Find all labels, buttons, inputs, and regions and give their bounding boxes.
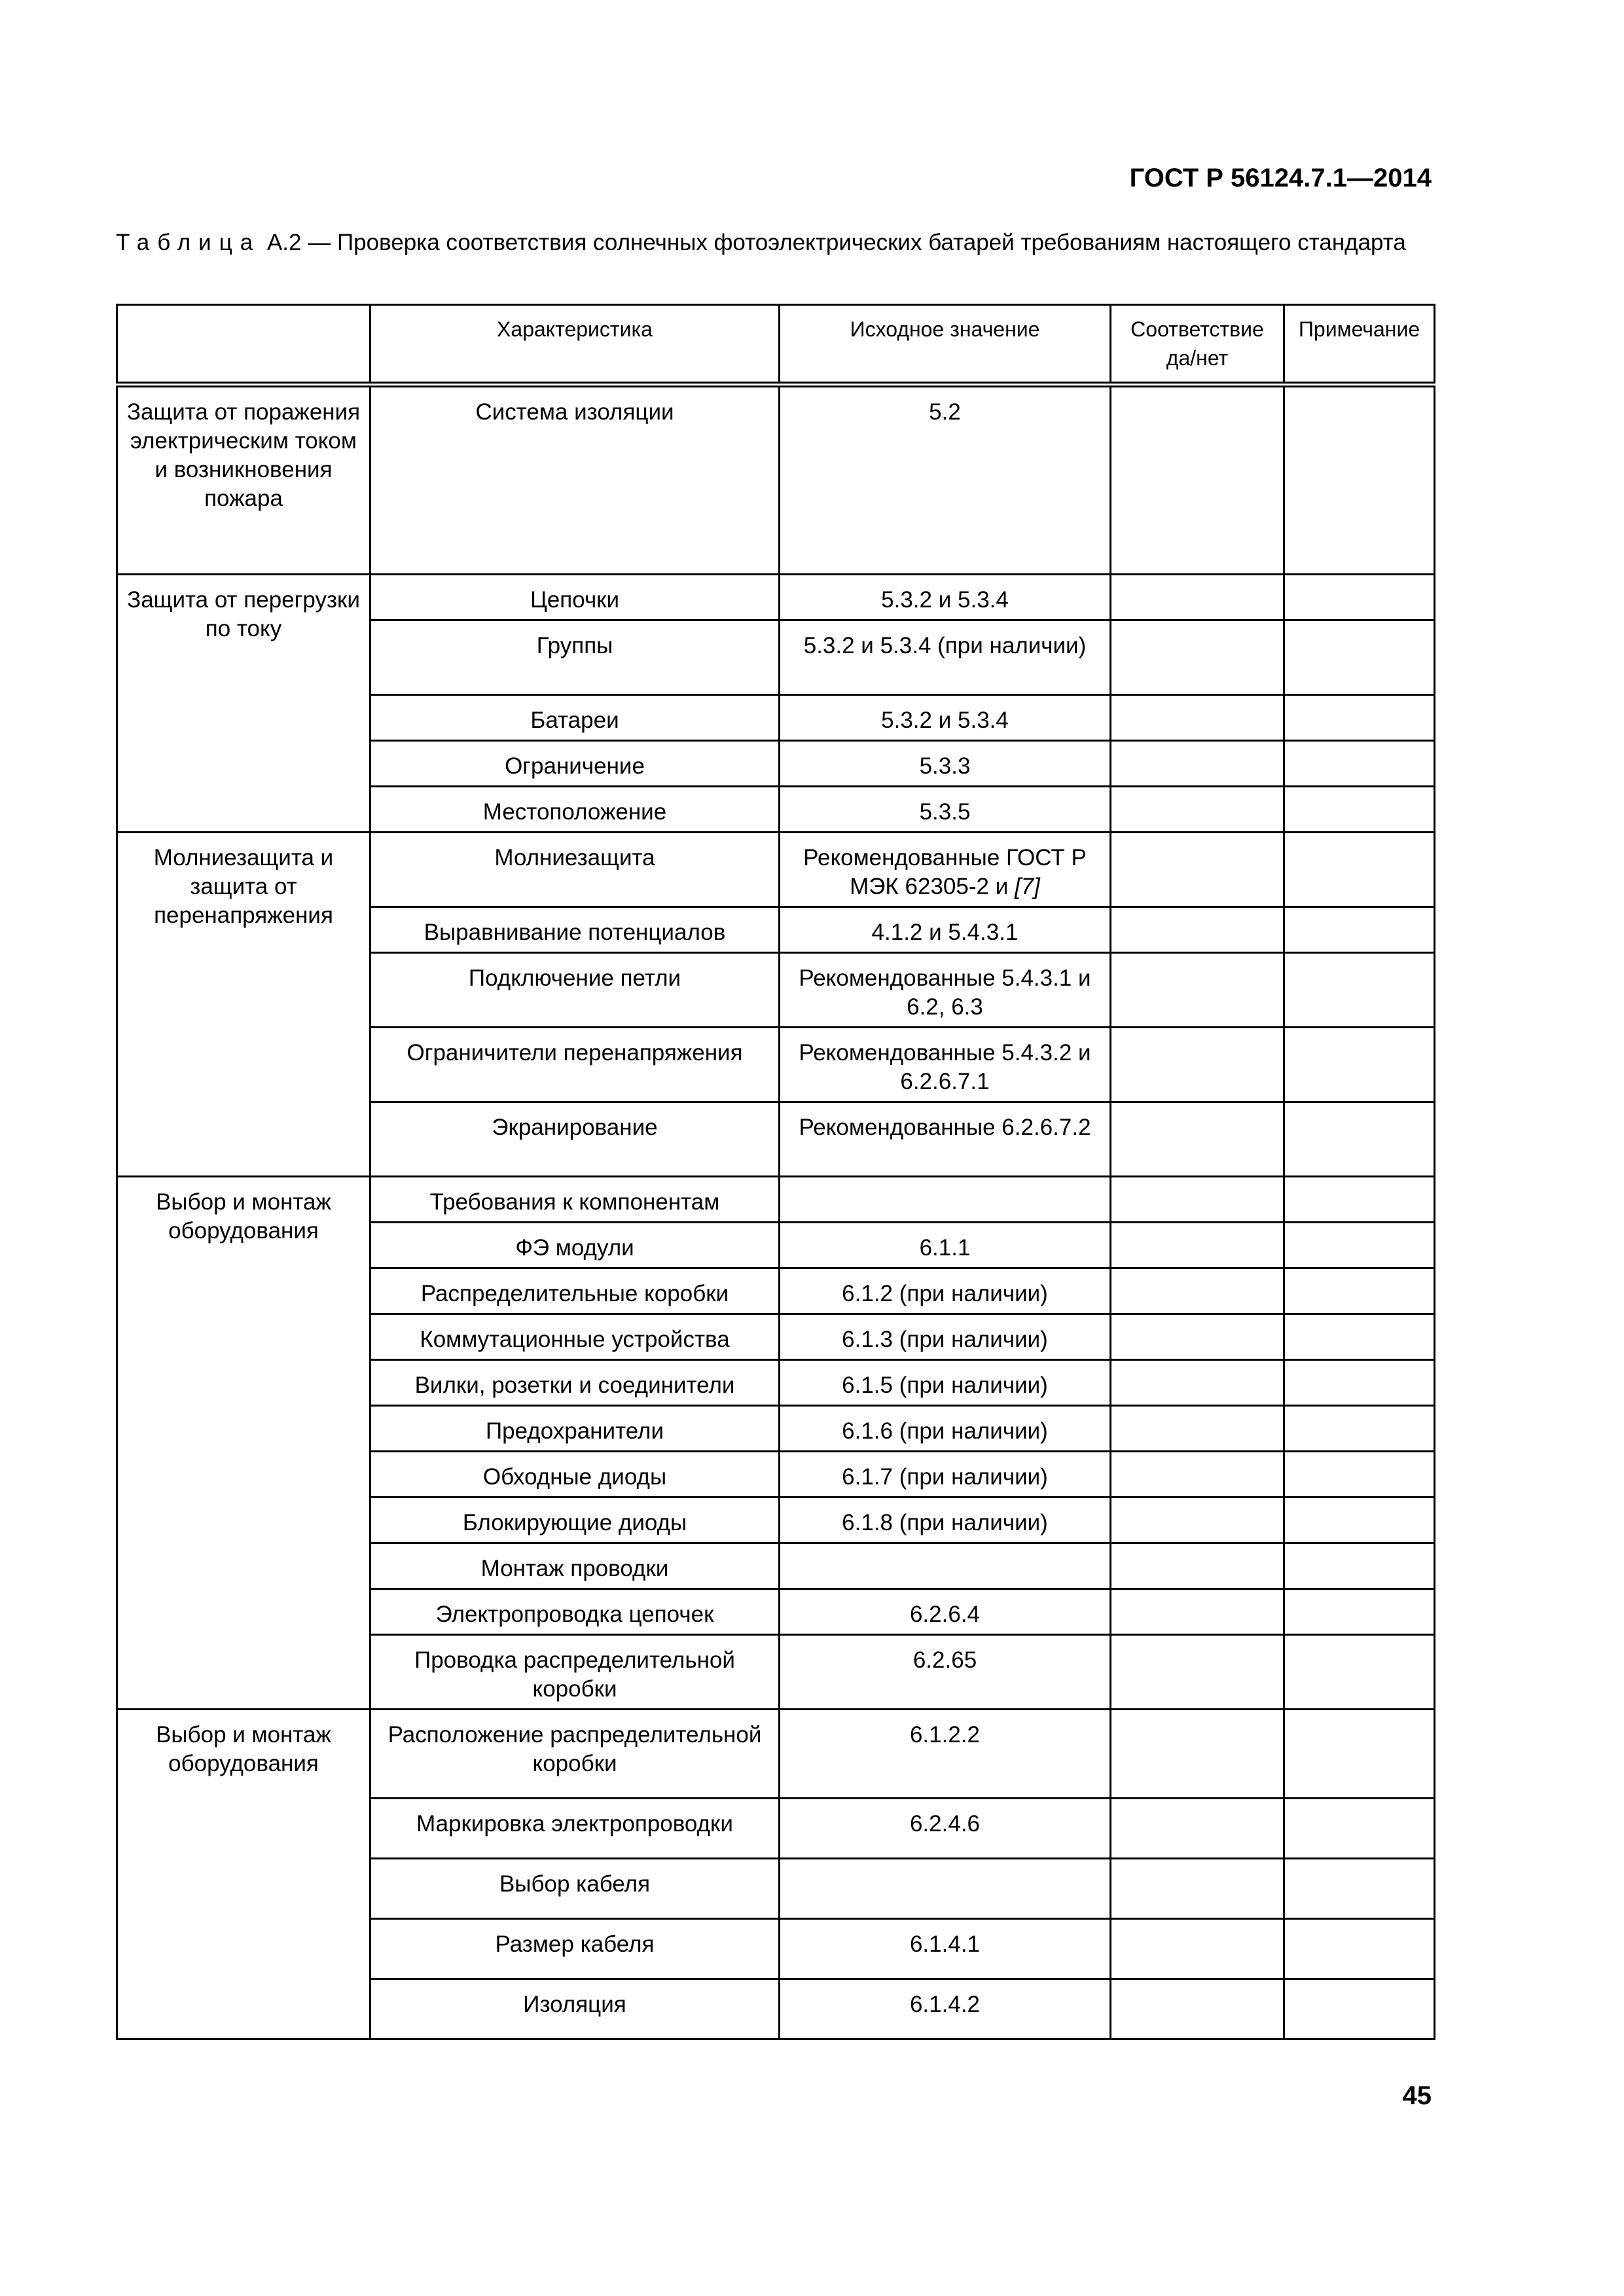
table-row bbox=[117, 1177, 1435, 1223]
initial-value-cell bbox=[780, 787, 1111, 833]
characteristic-cell: Экранирование bbox=[370, 1102, 780, 1177]
compliance-cell[interactable] bbox=[1111, 1223, 1284, 1268]
initial-value-cell bbox=[780, 1360, 1111, 1406]
characteristic-cell: Маркировка электропроводки bbox=[370, 1799, 780, 1859]
initial-value-text: 5.3.2 и 5.3.4 (при наличии) bbox=[803, 633, 1087, 658]
characteristic-cell: Требования к компонентам bbox=[370, 1177, 780, 1223]
header-characteristic: Характеристика bbox=[370, 305, 780, 385]
initial-value-cell bbox=[780, 1314, 1111, 1360]
note-cell[interactable] bbox=[1284, 695, 1435, 741]
reference-citation: [7] bbox=[1014, 874, 1040, 899]
compliance-cell[interactable] bbox=[1111, 1543, 1284, 1589]
compliance-cell[interactable] bbox=[1111, 1452, 1284, 1498]
compliance-cell[interactable] bbox=[1111, 385, 1284, 575]
note-cell[interactable] bbox=[1284, 620, 1435, 695]
note-cell[interactable] bbox=[1284, 1799, 1435, 1859]
compliance-cell[interactable] bbox=[1111, 833, 1284, 907]
note-cell[interactable] bbox=[1284, 1710, 1435, 1799]
group-label-cell: Выбор и монтаж оборудования bbox=[117, 1177, 370, 1710]
initial-value-cell bbox=[780, 953, 1111, 1028]
header-note: Примечание bbox=[1284, 305, 1435, 385]
compliance-cell[interactable] bbox=[1111, 741, 1284, 787]
table-caption-text: А.2 — Проверка соответствия солнечных фотоэлектрических батарей требованиям настоящего стандарта bbox=[261, 230, 1406, 255]
note-cell[interactable] bbox=[1284, 741, 1435, 787]
note-cell[interactable] bbox=[1284, 1028, 1435, 1102]
characteristic-cell: Молниезащита bbox=[370, 833, 780, 907]
initial-value-cell bbox=[780, 575, 1111, 620]
compliance-cell[interactable] bbox=[1111, 1635, 1284, 1710]
characteristic-cell: Ограничители перенапряжения bbox=[370, 1028, 780, 1102]
compliance-cell[interactable] bbox=[1111, 1498, 1284, 1543]
initial-value-cell bbox=[780, 1710, 1111, 1799]
initial-value-cell bbox=[780, 907, 1111, 953]
compliance-cell[interactable] bbox=[1111, 1589, 1284, 1635]
characteristic-cell: Предохранители bbox=[370, 1406, 780, 1452]
compliance-cell[interactable] bbox=[1111, 1406, 1284, 1452]
page-number: 45 bbox=[1402, 2081, 1432, 2110]
table-row bbox=[117, 1710, 1435, 1799]
initial-value-text: 6.2.4.6 bbox=[909, 1811, 981, 1837]
note-cell[interactable] bbox=[1284, 787, 1435, 833]
characteristic-cell: Распределительные коробки bbox=[370, 1268, 780, 1314]
compliance-cell[interactable] bbox=[1111, 1314, 1284, 1360]
note-cell[interactable] bbox=[1284, 1268, 1435, 1314]
initial-value-cell bbox=[780, 1498, 1111, 1543]
note-cell[interactable] bbox=[1284, 1406, 1435, 1452]
initial-value-cell bbox=[780, 1028, 1111, 1102]
note-cell[interactable] bbox=[1284, 1102, 1435, 1177]
characteristic-cell: Цепочки bbox=[370, 575, 780, 620]
initial-value-text: 5.3.2 и 5.3.4 bbox=[881, 708, 1009, 733]
note-cell[interactable] bbox=[1284, 1859, 1435, 1919]
initial-value-text: 6.2.65 bbox=[912, 1647, 977, 1673]
header-compliance: Соответствие да/нет bbox=[1111, 305, 1284, 385]
initial-value-text: Рекомендованные 6.2.6.7.2 bbox=[799, 1115, 1091, 1140]
compliance-cell[interactable] bbox=[1111, 695, 1284, 741]
compliance-cell[interactable] bbox=[1111, 1268, 1284, 1314]
compliance-cell[interactable] bbox=[1111, 1028, 1284, 1102]
initial-value-cell bbox=[780, 1102, 1111, 1177]
initial-value-cell bbox=[780, 741, 1111, 787]
note-cell[interactable] bbox=[1284, 1543, 1435, 1589]
initial-value-text: 4.1.2 и 5.4.3.1 bbox=[871, 920, 1019, 945]
compliance-cell[interactable] bbox=[1111, 907, 1284, 953]
note-cell[interactable] bbox=[1284, 1979, 1435, 2039]
note-cell[interactable] bbox=[1284, 907, 1435, 953]
initial-value-cell bbox=[780, 1268, 1111, 1314]
characteristic-cell: Местоположение bbox=[370, 787, 780, 833]
note-cell[interactable] bbox=[1284, 1452, 1435, 1498]
characteristic-cell: ФЭ модули bbox=[370, 1223, 780, 1268]
note-cell[interactable] bbox=[1284, 1223, 1435, 1268]
note-cell[interactable] bbox=[1284, 1360, 1435, 1406]
initial-value-cell bbox=[780, 1452, 1111, 1498]
compliance-cell[interactable] bbox=[1111, 1360, 1284, 1406]
verification-table bbox=[116, 304, 1435, 2040]
compliance-cell[interactable] bbox=[1111, 1859, 1284, 1919]
compliance-cell[interactable] bbox=[1111, 1102, 1284, 1177]
characteristic-cell: Группы bbox=[370, 620, 780, 695]
table-caption-lead: Таблица bbox=[116, 230, 261, 255]
initial-value-text: Рекомендованные 5.4.3.2 и 6.2.6.7.1 bbox=[799, 1040, 1091, 1094]
initial-value-cell bbox=[780, 385, 1111, 575]
characteristic-cell: Ограничение bbox=[370, 741, 780, 787]
table-body bbox=[117, 385, 1435, 2039]
initial-value-cell bbox=[780, 1979, 1111, 2039]
characteristic-cell: Монтаж проводки bbox=[370, 1543, 780, 1589]
characteristic-cell: Проводка распределительной коробки bbox=[370, 1635, 780, 1710]
initial-value-cell bbox=[780, 1799, 1111, 1859]
characteristic-cell: Система изоляции bbox=[370, 385, 780, 575]
group-label-cell: Молниезащита и защита от перенапряжения bbox=[117, 833, 370, 1177]
document-code: ГОСТ Р 56124.7.1—2014 bbox=[1129, 164, 1432, 192]
header-group bbox=[117, 305, 370, 385]
characteristic-cell: Блокирующие диоды bbox=[370, 1498, 780, 1543]
characteristic-cell: Выбор кабеля bbox=[370, 1859, 780, 1919]
initial-value-text: 6.1.5 (при наличии) bbox=[842, 1372, 1048, 1398]
characteristic-cell: Коммутационные устройства bbox=[370, 1314, 780, 1360]
initial-value-cell bbox=[780, 1919, 1111, 1979]
header-initial-value: Исходное значение bbox=[780, 305, 1111, 385]
characteristic-cell: Вилки, розетки и соединители bbox=[370, 1360, 780, 1406]
note-cell[interactable] bbox=[1284, 953, 1435, 1028]
initial-value-cell bbox=[780, 1859, 1111, 1919]
initial-value-text: 6.1.1 bbox=[919, 1235, 971, 1261]
initial-value-text: 6.1.4.2 bbox=[909, 1992, 981, 2017]
table-header-row bbox=[117, 305, 1435, 385]
characteristic-cell: Расположение распределительной коробки bbox=[370, 1710, 780, 1799]
compliance-cell[interactable] bbox=[1111, 1177, 1284, 1223]
initial-value-cell bbox=[780, 833, 1111, 907]
table-caption bbox=[116, 228, 1432, 258]
initial-value-text: 6.1.8 (при наличии) bbox=[842, 1510, 1048, 1535]
note-cell[interactable] bbox=[1284, 1635, 1435, 1710]
compliance-cell[interactable] bbox=[1111, 953, 1284, 1028]
note-cell[interactable] bbox=[1284, 1919, 1435, 1979]
note-cell[interactable] bbox=[1284, 1498, 1435, 1543]
compliance-cell[interactable] bbox=[1111, 1979, 1284, 2039]
characteristic-cell: Электропроводка цепочек bbox=[370, 1589, 780, 1635]
compliance-cell[interactable] bbox=[1111, 787, 1284, 833]
group-label-cell: Выбор и монтаж оборудования bbox=[117, 1710, 370, 2039]
initial-value-cell bbox=[780, 1589, 1111, 1635]
characteristic-cell: Подключение петли bbox=[370, 953, 780, 1028]
characteristic-cell: Выравнивание потенциалов bbox=[370, 907, 780, 953]
characteristic-cell: Размер кабеля bbox=[370, 1919, 780, 1979]
initial-value-cell bbox=[780, 620, 1111, 695]
characteristic-cell: Обходные диоды bbox=[370, 1452, 780, 1498]
initial-value-cell bbox=[780, 1543, 1111, 1589]
compliance-cell[interactable] bbox=[1111, 575, 1284, 620]
initial-value-cell bbox=[780, 1177, 1111, 1223]
initial-value-text: 6.1.2 (при наличии) bbox=[842, 1281, 1048, 1306]
table-row bbox=[117, 833, 1435, 907]
initial-value-cell bbox=[780, 1223, 1111, 1268]
initial-value-text: 5.3.2 и 5.3.4 bbox=[881, 587, 1009, 613]
table-row bbox=[117, 575, 1435, 620]
characteristic-cell: Изоляция bbox=[370, 1979, 780, 2039]
initial-value-text: 5.2 bbox=[929, 399, 961, 425]
compliance-cell[interactable] bbox=[1111, 1799, 1284, 1859]
group-label-cell: Защита от перегрузки по току bbox=[117, 575, 370, 833]
compliance-cell[interactable] bbox=[1111, 1710, 1284, 1799]
compliance-cell[interactable] bbox=[1111, 620, 1284, 695]
note-cell[interactable] bbox=[1284, 1314, 1435, 1360]
table-row bbox=[117, 385, 1435, 575]
initial-value-text: 6.1.4.1 bbox=[909, 1931, 981, 1957]
note-cell[interactable] bbox=[1284, 575, 1435, 620]
note-cell[interactable] bbox=[1284, 1589, 1435, 1635]
initial-value-cell bbox=[780, 695, 1111, 741]
initial-value-text: 5.3.5 bbox=[919, 799, 971, 825]
initial-value-text: Рекомендованные 5.4.3.1 и 6.2, 6.3 bbox=[799, 965, 1091, 1020]
initial-value-text: 6.1.6 (при наличии) bbox=[842, 1418, 1048, 1444]
note-cell[interactable] bbox=[1284, 833, 1435, 907]
initial-value-text: 6.2.6.4 bbox=[909, 1602, 981, 1627]
initial-value-text: 6.1.7 (при наличии) bbox=[842, 1464, 1048, 1490]
initial-value-cell bbox=[780, 1635, 1111, 1710]
initial-value-text: Рекомендованные ГОСТ Р МЭК 62305-2 и bbox=[803, 845, 1087, 899]
note-cell[interactable] bbox=[1284, 385, 1435, 575]
initial-value-text: 5.3.3 bbox=[919, 753, 971, 779]
note-cell[interactable] bbox=[1284, 1177, 1435, 1223]
group-label-cell: Защита от поражения электрическим током и возникновения пожара bbox=[117, 385, 370, 575]
characteristic-cell: Батареи bbox=[370, 695, 780, 741]
initial-value-text: 6.1.2.2 bbox=[909, 1722, 981, 1748]
initial-value-cell bbox=[780, 1406, 1111, 1452]
initial-value-text: 6.1.3 (при наличии) bbox=[842, 1327, 1048, 1352]
compliance-cell[interactable] bbox=[1111, 1919, 1284, 1979]
